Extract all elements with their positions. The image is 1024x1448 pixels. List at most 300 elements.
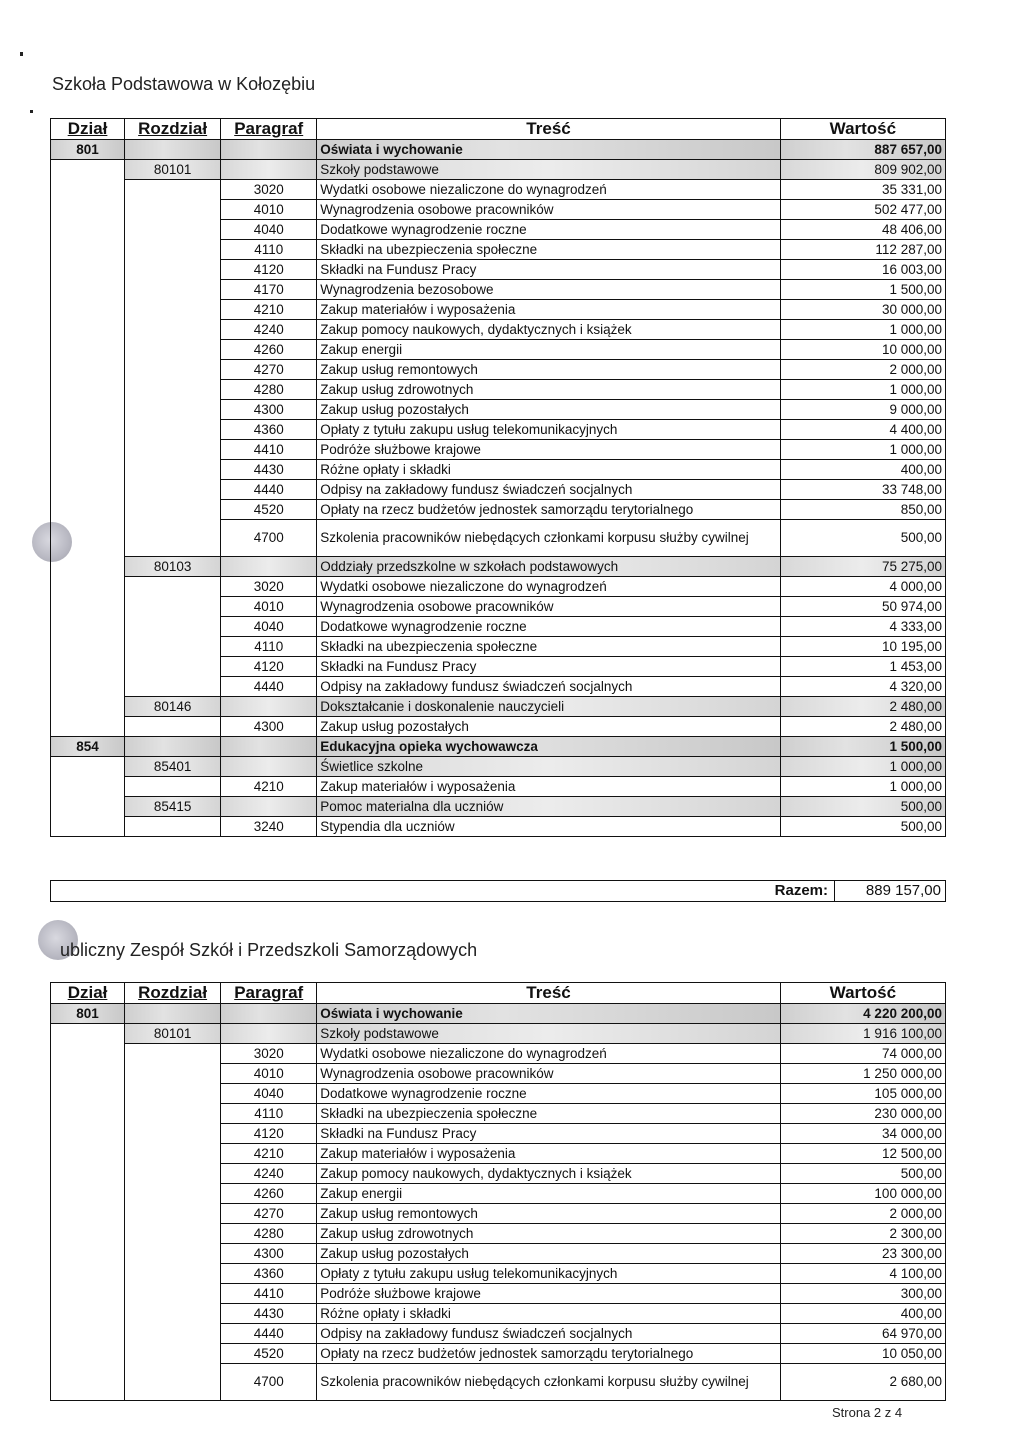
cell-tresc: Szkoły podstawowe [317, 160, 781, 180]
cell-paragraf: 4280 [221, 1224, 317, 1244]
cell-wartosc: 809 902,00 [780, 160, 945, 180]
cell-tresc: Zakup usług pozostałych [317, 1244, 781, 1264]
header-wartosc: Wartość [780, 119, 945, 140]
header-dzial: Dział [51, 119, 125, 140]
cell-wartosc: 2 680,00 [780, 1364, 945, 1401]
total-label: Razem: [721, 881, 835, 901]
paragraf-row [51, 1244, 946, 1264]
cell-tresc: Składki na ubezpieczenia społeczne [317, 637, 781, 657]
cell-paragraf [221, 1004, 317, 1024]
cell-dzial: 854 [51, 737, 125, 757]
paragraf-row [51, 520, 946, 557]
paragraf-row [51, 577, 946, 597]
cell-rozdzial [125, 597, 221, 617]
cell-rozdzial [125, 677, 221, 697]
cell-paragraf: 4430 [221, 1304, 317, 1324]
cell-paragraf: 4120 [221, 1124, 317, 1144]
cell-wartosc: 1 916 100,00 [780, 1024, 945, 1044]
cell-paragraf: 4210 [221, 777, 317, 797]
paragraf-row [51, 1144, 946, 1164]
table-body [51, 140, 946, 837]
cell-paragraf [221, 757, 317, 777]
cell-tresc: Dodatkowe wynagrodzenie roczne [317, 220, 781, 240]
cell-wartosc: 75 275,00 [780, 557, 945, 577]
cell-tresc: Zakup usług zdrowotnych [317, 380, 781, 400]
budget-table-2 [50, 982, 946, 1401]
paragraf-row [51, 1224, 946, 1244]
cell-tresc: Wynagrodzenia osobowe pracowników [317, 1064, 781, 1084]
cell-wartosc: 35 331,00 [780, 180, 945, 200]
dzial-row [51, 1004, 946, 1024]
paragraf-row [51, 380, 946, 400]
cell-tresc: Podróże służbowe krajowe [317, 1284, 781, 1304]
cell-tresc: Odpisy na zakładowy fundusz świadczeń socjalnych [317, 1324, 781, 1344]
cell-dzial [51, 797, 125, 817]
cell-rozdzial [125, 180, 221, 200]
budget-table-1 [50, 118, 946, 837]
cell-paragraf: 4520 [221, 1344, 317, 1364]
cell-dzial [51, 1224, 125, 1244]
paragraf-row [51, 1084, 946, 1104]
cell-wartosc: 9 000,00 [780, 400, 945, 420]
cell-paragraf: 4410 [221, 1284, 317, 1304]
cell-dzial [51, 1264, 125, 1284]
cell-rozdzial: 85415 [125, 797, 221, 817]
cell-dzial [51, 400, 125, 420]
paragraf-row [51, 300, 946, 320]
cell-dzial [51, 697, 125, 717]
cell-dzial [51, 520, 125, 557]
paragraf-row [51, 460, 946, 480]
rozdzial-row [51, 697, 946, 717]
cell-wartosc: 887 657,00 [780, 140, 945, 160]
cell-tresc: Składki na Fundusz Pracy [317, 657, 781, 677]
cell-rozdzial [125, 1124, 221, 1144]
cell-rozdzial [125, 380, 221, 400]
cell-tresc: Zakup materiałów i wyposażenia [317, 777, 781, 797]
cell-dzial [51, 677, 125, 697]
cell-dzial [51, 380, 125, 400]
paragraf-row [51, 240, 946, 260]
cell-wartosc: 300,00 [780, 1284, 945, 1304]
cell-rozdzial [125, 260, 221, 280]
header-tresc: Treść [317, 983, 781, 1004]
cell-dzial [51, 1284, 125, 1304]
cell-paragraf: 4040 [221, 220, 317, 240]
cell-dzial [51, 1244, 125, 1264]
cell-tresc: Wynagrodzenia osobowe pracowników [317, 597, 781, 617]
cell-wartosc: 12 500,00 [780, 1144, 945, 1164]
cell-rozdzial [125, 1364, 221, 1401]
cell-tresc: Pomoc materialna dla uczniów [317, 797, 781, 817]
cell-rozdzial [125, 1284, 221, 1304]
paragraf-row [51, 320, 946, 340]
paragraf-row [51, 1044, 946, 1064]
cell-tresc: Szkolenia pracowników niebędących członkami korpusu służby cywilnej [317, 520, 781, 557]
cell-wartosc: 10 000,00 [780, 340, 945, 360]
cell-dzial [51, 340, 125, 360]
paragraf-row [51, 1364, 946, 1401]
cell-dzial [51, 200, 125, 220]
cell-dzial [51, 1084, 125, 1104]
cell-tresc: Zakup usług zdrowotnych [317, 1224, 781, 1244]
cell-wartosc: 4 333,00 [780, 617, 945, 637]
paragraf-row [51, 657, 946, 677]
cell-paragraf: 4360 [221, 1264, 317, 1284]
table-header-row [51, 983, 946, 1004]
paragraf-row [51, 180, 946, 200]
cell-dzial [51, 777, 125, 797]
cell-rozdzial [125, 1344, 221, 1364]
cell-rozdzial [125, 300, 221, 320]
cell-paragraf [221, 160, 317, 180]
cell-dzial [51, 460, 125, 480]
cell-rozdzial [125, 1144, 221, 1164]
cell-tresc: Świetlice szkolne [317, 757, 781, 777]
paragraf-row [51, 1164, 946, 1184]
paragraf-row [51, 500, 946, 520]
cell-tresc: Wynagrodzenia osobowe pracowników [317, 200, 781, 220]
cell-dzial [51, 1044, 125, 1064]
cell-wartosc: 2 480,00 [780, 717, 945, 737]
cell-tresc: Szkoły podstawowe [317, 1024, 781, 1044]
cell-paragraf: 4260 [221, 1184, 317, 1204]
cell-paragraf: 4440 [221, 1324, 317, 1344]
cell-dzial [51, 240, 125, 260]
cell-tresc: Odpisy na zakładowy fundusz świadczeń socjalnych [317, 480, 781, 500]
cell-dzial [51, 557, 125, 577]
cell-wartosc: 112 287,00 [780, 240, 945, 260]
cell-rozdzial [125, 737, 221, 757]
cell-paragraf: 3020 [221, 180, 317, 200]
cell-tresc: Składki na ubezpieczenia społeczne [317, 240, 781, 260]
cell-dzial [51, 1304, 125, 1324]
cell-tresc: Wydatki osobowe niezaliczone do wynagrodzeń [317, 577, 781, 597]
cell-paragraf: 4110 [221, 1104, 317, 1124]
cell-tresc: Różne opłaty i składki [317, 1304, 781, 1324]
paragraf-row [51, 1064, 946, 1084]
cell-tresc: Edukacyjna opieka wychowawcza [317, 737, 781, 757]
rozdzial-row [51, 160, 946, 180]
rozdzial-row [51, 1024, 946, 1044]
header-rozdzial: Rozdział [125, 119, 221, 140]
header-dzial: Dział [51, 983, 125, 1004]
paragraf-row [51, 480, 946, 500]
cell-paragraf [221, 140, 317, 160]
paragraf-row [51, 1204, 946, 1224]
cell-dzial [51, 1184, 125, 1204]
cell-tresc: Składki na Fundusz Pracy [317, 1124, 781, 1144]
cell-rozdzial [125, 200, 221, 220]
cell-tresc: Zakup usług remontowych [317, 360, 781, 380]
cell-wartosc: 500,00 [780, 1164, 945, 1184]
cell-tresc: Zakup materiałów i wyposażenia [317, 300, 781, 320]
cell-rozdzial [125, 1004, 221, 1024]
cell-wartosc: 1 000,00 [780, 320, 945, 340]
paragraf-row [51, 1104, 946, 1124]
cell-rozdzial [125, 500, 221, 520]
cell-wartosc: 4 320,00 [780, 677, 945, 697]
cell-rozdzial [125, 1044, 221, 1064]
paragraf-row [51, 420, 946, 440]
cell-paragraf: 4700 [221, 1364, 317, 1401]
cell-tresc: Zakup usług remontowych [317, 1204, 781, 1224]
dzial-row [51, 140, 946, 160]
paragraf-row [51, 260, 946, 280]
cell-paragraf: 4010 [221, 1064, 317, 1084]
cell-wartosc: 502 477,00 [780, 200, 945, 220]
header-tresc: Treść [317, 119, 781, 140]
cell-paragraf: 3020 [221, 577, 317, 597]
cell-paragraf: 4270 [221, 1204, 317, 1224]
cell-wartosc: 1 250 000,00 [780, 1064, 945, 1084]
cell-paragraf: 4110 [221, 240, 317, 260]
table-header-row [51, 119, 946, 140]
cell-wartosc: 16 003,00 [780, 260, 945, 280]
cell-paragraf: 4170 [221, 280, 317, 300]
cell-wartosc: 1 000,00 [780, 757, 945, 777]
paragraf-row [51, 200, 946, 220]
cell-tresc: Opłaty na rzecz budżetów jednostek samorządu terytorialnego [317, 1344, 781, 1364]
cell-dzial [51, 597, 125, 617]
cell-paragraf: 4120 [221, 657, 317, 677]
scan-mark [30, 110, 33, 113]
cell-rozdzial [125, 340, 221, 360]
paragraf-row [51, 340, 946, 360]
cell-tresc: Opłaty na rzecz budżetów jednostek samorządu terytorialnego [317, 500, 781, 520]
cell-rozdzial [125, 240, 221, 260]
cell-paragraf: 4210 [221, 1144, 317, 1164]
paragraf-row [51, 360, 946, 380]
cell-dzial [51, 360, 125, 380]
cell-dzial [51, 160, 125, 180]
cell-rozdzial [125, 520, 221, 557]
paragraf-row [51, 1264, 946, 1284]
total-box [50, 880, 946, 902]
cell-tresc: Dodatkowe wynagrodzenie roczne [317, 617, 781, 637]
cell-paragraf [221, 697, 317, 717]
header-wartosc: Wartość [780, 983, 945, 1004]
cell-paragraf: 3240 [221, 817, 317, 837]
cell-rozdzial [125, 1104, 221, 1124]
cell-rozdzial [125, 1084, 221, 1104]
cell-paragraf: 4010 [221, 597, 317, 617]
cell-paragraf: 4300 [221, 400, 317, 420]
cell-rozdzial: 80101 [125, 160, 221, 180]
cell-rozdzial [125, 1224, 221, 1244]
cell-wartosc: 400,00 [780, 460, 945, 480]
cell-rozdzial [125, 1324, 221, 1344]
cell-tresc: Wynagrodzenia bezosobowe [317, 280, 781, 300]
cell-wartosc: 500,00 [780, 520, 945, 557]
cell-rozdzial [125, 1164, 221, 1184]
paragraf-row [51, 1324, 946, 1344]
cell-tresc: Zakup usług pozostałych [317, 400, 781, 420]
cell-wartosc: 10 195,00 [780, 637, 945, 657]
cell-rozdzial [125, 777, 221, 797]
cell-dzial: 801 [51, 1004, 125, 1024]
cell-wartosc: 1 000,00 [780, 380, 945, 400]
cell-paragraf: 3020 [221, 1044, 317, 1064]
cell-wartosc: 10 050,00 [780, 1344, 945, 1364]
cell-wartosc: 4 100,00 [780, 1264, 945, 1284]
cell-dzial [51, 440, 125, 460]
cell-rozdzial: 85401 [125, 757, 221, 777]
cell-tresc: Składki na Fundusz Pracy [317, 260, 781, 280]
cell-paragraf: 4300 [221, 1244, 317, 1264]
cell-dzial [51, 1204, 125, 1224]
cell-dzial [51, 817, 125, 837]
header-rozdzial: Rozdział [125, 983, 221, 1004]
cell-dzial [51, 717, 125, 737]
cell-dzial [51, 300, 125, 320]
total-value: 889 157,00 [865, 882, 941, 899]
paragraf-row [51, 1304, 946, 1324]
cell-rozdzial [125, 360, 221, 380]
cell-rozdzial [125, 817, 221, 837]
cell-rozdzial [125, 320, 221, 340]
cell-tresc: Zakup usług pozostałych [317, 717, 781, 737]
rozdzial-row [51, 757, 946, 777]
paragraf-row [51, 220, 946, 240]
cell-paragraf [221, 1024, 317, 1044]
cell-rozdzial [125, 420, 221, 440]
table-body [51, 1004, 946, 1401]
cell-rozdzial [125, 617, 221, 637]
cell-wartosc: 500,00 [780, 797, 945, 817]
section2-title: ubliczny Zespół Szkół i Przedszkoli Samorządowych [60, 940, 478, 960]
cell-wartosc: 1 000,00 [780, 777, 945, 797]
cell-rozdzial: 80103 [125, 557, 221, 577]
cell-tresc: Oddziały przedszkolne w szkołach podstawowych [317, 557, 781, 577]
cell-rozdzial [125, 1304, 221, 1324]
cell-paragraf: 4440 [221, 677, 317, 697]
paragraf-row [51, 1344, 946, 1364]
cell-dzial: 801 [51, 140, 125, 160]
cell-dzial [51, 1024, 125, 1044]
cell-paragraf: 4240 [221, 1164, 317, 1184]
cell-dzial [51, 180, 125, 200]
cell-dzial [51, 657, 125, 677]
cell-rozdzial [125, 1244, 221, 1264]
cell-wartosc: 500,00 [780, 817, 945, 837]
cell-tresc: Podróże służbowe krajowe [317, 440, 781, 460]
cell-rozdzial [125, 480, 221, 500]
section1-title: Szkoła Podstawowa w Kołozębiu [52, 74, 316, 94]
scan-mark [20, 52, 23, 56]
cell-wartosc: 400,00 [780, 1304, 945, 1324]
cell-tresc: Zakup pomocy naukowych, dydaktycznych i książek [317, 320, 781, 340]
paragraf-row [51, 597, 946, 617]
cell-paragraf: 4110 [221, 637, 317, 657]
paragraf-row [51, 617, 946, 637]
cell-dzial [51, 320, 125, 340]
cell-wartosc: 105 000,00 [780, 1084, 945, 1104]
paragraf-row [51, 1124, 946, 1144]
cell-dzial [51, 1144, 125, 1164]
cell-wartosc: 1 500,00 [780, 737, 945, 757]
cell-wartosc: 4 000,00 [780, 577, 945, 597]
cell-tresc: Składki na ubezpieczenia społeczne [317, 1104, 781, 1124]
cell-paragraf: 4210 [221, 300, 317, 320]
cell-tresc: Wydatki osobowe niezaliczone do wynagrodzeń [317, 180, 781, 200]
cell-paragraf: 4010 [221, 200, 317, 220]
dzial-row [51, 737, 946, 757]
cell-wartosc: 48 406,00 [780, 220, 945, 240]
cell-rozdzial: 80101 [125, 1024, 221, 1044]
cell-dzial [51, 480, 125, 500]
cell-dzial [51, 1104, 125, 1124]
cell-dzial [51, 757, 125, 777]
cell-rozdzial [125, 717, 221, 737]
cell-rozdzial [125, 637, 221, 657]
paragraf-row [51, 280, 946, 300]
paragraf-row [51, 1284, 946, 1304]
cell-wartosc: 74 000,00 [780, 1044, 945, 1064]
cell-rozdzial [125, 400, 221, 420]
cell-wartosc: 64 970,00 [780, 1324, 945, 1344]
cell-tresc: Zakup energii [317, 1184, 781, 1204]
cell-tresc: Zakup pomocy naukowych, dydaktycznych i książek [317, 1164, 781, 1184]
cell-rozdzial [125, 1064, 221, 1084]
cell-paragraf [221, 797, 317, 817]
cell-rozdzial [125, 1204, 221, 1224]
cell-paragraf: 4270 [221, 360, 317, 380]
cell-rozdzial [125, 577, 221, 597]
cell-tresc: Oświata i wychowanie [317, 1004, 781, 1024]
cell-paragraf: 4440 [221, 480, 317, 500]
cell-wartosc: 2 000,00 [780, 1204, 945, 1224]
cell-paragraf: 4120 [221, 260, 317, 280]
rozdzial-row [51, 797, 946, 817]
cell-paragraf: 4430 [221, 460, 317, 480]
paragraf-row [51, 1184, 946, 1204]
cell-dzial [51, 420, 125, 440]
paragraf-row [51, 637, 946, 657]
cell-wartosc: 2 000,00 [780, 360, 945, 380]
cell-paragraf: 4260 [221, 340, 317, 360]
cell-dzial [51, 1324, 125, 1344]
cell-paragraf [221, 557, 317, 577]
cell-rozdzial [125, 657, 221, 677]
cell-rozdzial [125, 440, 221, 460]
cell-rozdzial [125, 1184, 221, 1204]
cell-tresc: Zakup energii [317, 340, 781, 360]
cell-dzial [51, 577, 125, 597]
header-paragraf: Paragraf [221, 983, 317, 1004]
cell-dzial [51, 220, 125, 240]
cell-tresc: Odpisy na zakładowy fundusz świadczeń socjalnych [317, 677, 781, 697]
cell-paragraf [221, 737, 317, 757]
cell-rozdzial [125, 1264, 221, 1284]
cell-dzial [51, 1064, 125, 1084]
paragraf-row [51, 777, 946, 797]
cell-rozdzial [125, 220, 221, 240]
cell-wartosc: 230 000,00 [780, 1104, 945, 1124]
header-paragraf: Paragraf [221, 119, 317, 140]
cell-paragraf: 4240 [221, 320, 317, 340]
cell-wartosc: 34 000,00 [780, 1124, 945, 1144]
cell-dzial [51, 280, 125, 300]
cell-paragraf: 4040 [221, 617, 317, 637]
cell-tresc: Stypendia dla uczniów [317, 817, 781, 837]
cell-paragraf: 4410 [221, 440, 317, 460]
rozdzial-row [51, 557, 946, 577]
cell-tresc: Oświata i wychowanie [317, 140, 781, 160]
cell-paragraf: 4280 [221, 380, 317, 400]
cell-tresc: Opłaty z tytułu zakupu usług telekomunikacyjnych [317, 1264, 781, 1284]
cell-dzial [51, 1344, 125, 1364]
